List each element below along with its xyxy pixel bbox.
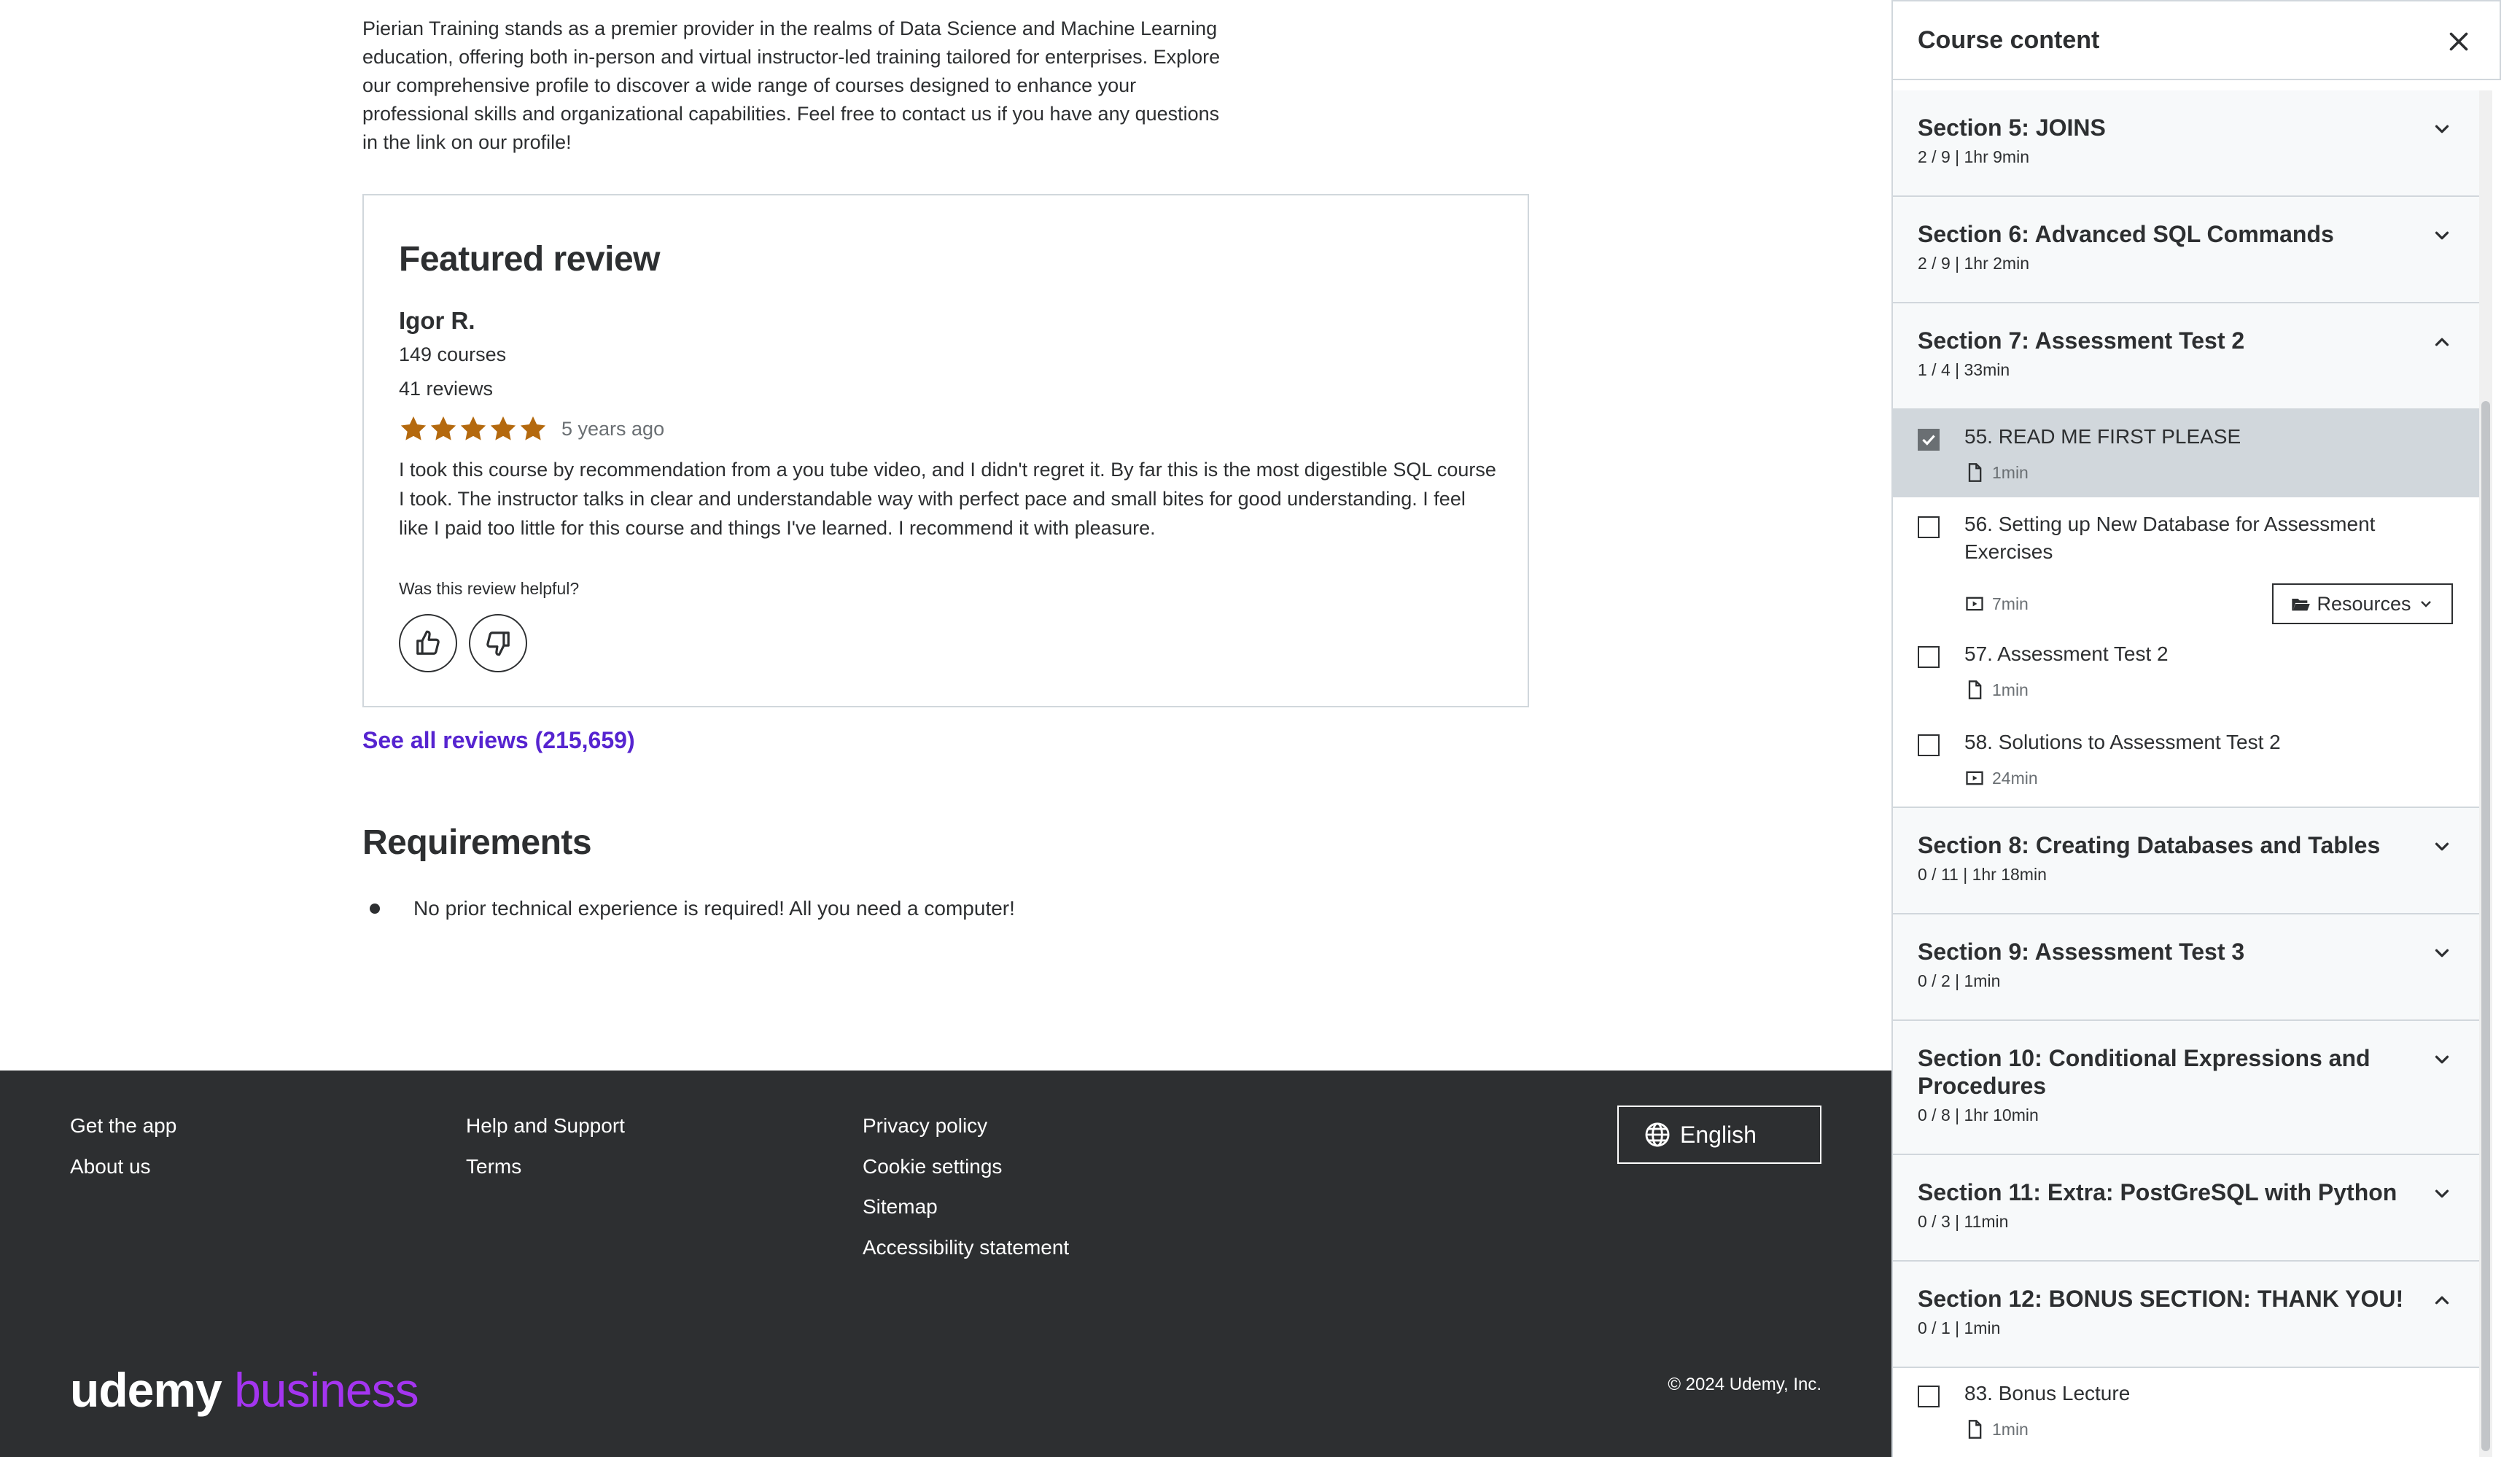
reviewer-name: Igor R. [399,307,475,334]
sidebar-title: Course content [1918,26,2100,54]
featured-review-heading: Featured review [399,240,660,279]
footer-link-sitemap[interactable]: Sitemap [863,1195,938,1218]
lecture-duration: 1min [1964,462,2029,483]
thumbs-down-button[interactable] [469,614,527,672]
section-6[interactable] [1893,197,2479,303]
section-11[interactable] [1893,1155,2479,1262]
globe-icon [1644,1121,1671,1149]
footer-link-cookie-settings[interactable]: Cookie settings [863,1154,1003,1178]
instructor-bio: Pierian Training stands as a premier provider in the realms of Data Science and Machine Learning education, offering both in-person and virtual instructor-led training tailored for enterprises. Explore our comprehensive profile to discover a wide range of courses designed to enhance your professional skills and organizational capabilities. Feel free to contact us if you have any questions in the link on our profile! [362,18,1221,153]
bullet-icon [370,904,380,914]
footer-link-terms[interactable]: Terms [466,1154,522,1178]
featured-review-card [362,194,1529,707]
section-title: Section 6: Advanced SQL Commands [1918,221,2334,247]
chevron-up-icon [2431,1289,2453,1311]
course-content-sidebar [1891,0,2520,1457]
thumbs-up-icon [414,629,442,657]
star-icon [399,414,428,443]
lecture-checkbox[interactable] [1918,516,1940,538]
chevron-down-icon [2431,1183,2453,1205]
footer-column-2 [466,1114,625,1195]
section-title: Section 11: Extra: PostGreSQL with Python [1918,1179,2398,1205]
lecture-duration: 1min [1964,1419,2029,1439]
review-date: 5 years ago [561,417,665,440]
chevron-up-icon [2431,331,2453,353]
section-title: Section 5: JOINS [1918,114,2106,141]
footer-link-about-us[interactable]: About us [70,1154,151,1178]
section-meta: 0 / 11 | 1hr 18min [1918,865,2047,884]
star-icon [429,414,458,443]
lecture-title: 56. Setting up New Database for Assessment Exercises [1964,513,2376,563]
section-meta: 1 / 4 | 33min [1918,360,2010,379]
helpful-question: Was this review helpful? [399,579,580,598]
section-meta: 0 / 8 | 1hr 10min [1918,1106,2039,1124]
section-title: Section 7: Assessment Test 2 [1918,327,2245,354]
document-icon [1964,462,1985,483]
star-rating [399,414,664,443]
lecture-checkbox[interactable] [1918,734,1940,756]
star-icon [489,414,518,443]
lecture-title: 57. Assessment Test 2 [1964,642,2169,665]
language-button[interactable] [1617,1106,1821,1164]
section-12[interactable] [1893,1262,2479,1368]
chevron-down-icon [2431,836,2453,858]
section-10[interactable] [1893,1021,2479,1155]
star-icon [459,414,488,443]
resources-button[interactable]: Resources [2272,583,2453,624]
sidebar-scroll-area[interactable] [1893,90,2479,1457]
language-label: English [1680,1121,1757,1148]
copyright: © 2024 Udemy, Inc. [1668,1375,1821,1394]
lecture-checkbox[interactable] [1918,1386,1940,1407]
footer-link-privacy[interactable]: Privacy policy [863,1114,988,1137]
close-icon[interactable] [2446,28,2472,55]
section-5[interactable] [1893,90,2479,197]
lecture-duration: 24min [1964,768,2038,788]
lecture-item-56[interactable] [1893,497,2479,630]
video-icon [1964,594,1985,614]
document-icon [1964,680,1985,700]
lecture-title: 83. Bonus Lecture [1964,1382,2131,1404]
footer-column-1 [70,1114,176,1195]
review-text: I took this course by recommendation from a you tube video, and I didn't regret it. By far this is the most digestible SQL course I took. The instructor talks in clear and understandable way with perfect pace and small bites for good understanding. I feel like I paid too little for this course and things I've learned. I recommend it with pleasure. [399,459,1496,539]
lecture-item-55[interactable] [1893,410,2479,497]
lecture-title: 58. Solutions to Assessment Test 2 [1964,731,2281,753]
star-icon [518,414,548,443]
thumbs-up-button[interactable] [399,614,457,672]
lecture-item-58[interactable] [1893,718,2479,808]
section-8[interactable] [1893,808,2479,914]
section-title: Section 12: BONUS SECTION: THANK YOU! [1918,1286,2404,1312]
section-meta: 0 / 1 | 1min [1918,1318,2001,1337]
section-title: Section 10: Conditional Expressions and Procedures [1918,1045,2371,1099]
folder-open-icon [2290,594,2311,614]
document-icon [1964,1419,1985,1439]
video-icon [1964,768,1985,788]
section-title: Section 8: Creating Databases and Tables [1918,832,2381,858]
checkmark-icon [1919,430,1938,449]
chevron-down-icon [2417,595,2435,613]
section-9[interactable] [1893,914,2479,1021]
requirements-heading: Requirements [362,823,592,862]
reviewer-reviews: 41 reviews [399,378,494,400]
lecture-duration: 7min [1964,594,2029,614]
lecture-title: 55. READ ME FIRST PLEASE [1964,425,2241,448]
requirement-text: No prior technical experience is required! All you need a computer! [413,897,1015,920]
chevron-down-icon [2431,225,2453,246]
section-title: Section 9: Assessment Test 3 [1918,939,2245,965]
chevron-down-icon [2431,118,2453,140]
footer [0,1071,1891,1457]
footer-link-help-support[interactable]: Help and Support [466,1114,625,1137]
lecture-item-83[interactable] [1893,1368,2479,1457]
footer-link-accessibility[interactable]: Accessibility statement [863,1235,1070,1259]
udemy-business-logo[interactable]: udemy business [70,1363,419,1417]
footer-column-3 [863,1114,1069,1276]
footer-link-get-app[interactable]: Get the app [70,1114,177,1137]
sidebar-header [1893,0,2501,80]
reviewer-courses: 149 courses [399,343,507,365]
chevron-down-icon [2431,1049,2453,1071]
lecture-duration: 1min [1964,680,2029,700]
section-meta: 0 / 2 | 1min [1918,971,2001,990]
section-meta: 0 / 3 | 11min [1918,1212,2009,1231]
section-7[interactable] [1893,303,2479,410]
chevron-down-icon [2431,942,2453,964]
thumbs-down-icon [484,629,512,657]
sidebar-scrollbar-thumb[interactable] [2481,401,2490,1451]
lecture-checkbox[interactable] [1918,429,1940,451]
requirement-item [362,897,1015,920]
lecture-item-57[interactable] [1893,630,2479,718]
lecture-checkbox[interactable] [1918,646,1940,668]
section-meta: 2 / 9 | 1hr 9min [1918,147,2029,166]
see-all-reviews-link[interactable]: See all reviews (215,659) [362,727,635,753]
section-meta: 2 / 9 | 1hr 2min [1918,254,2029,273]
